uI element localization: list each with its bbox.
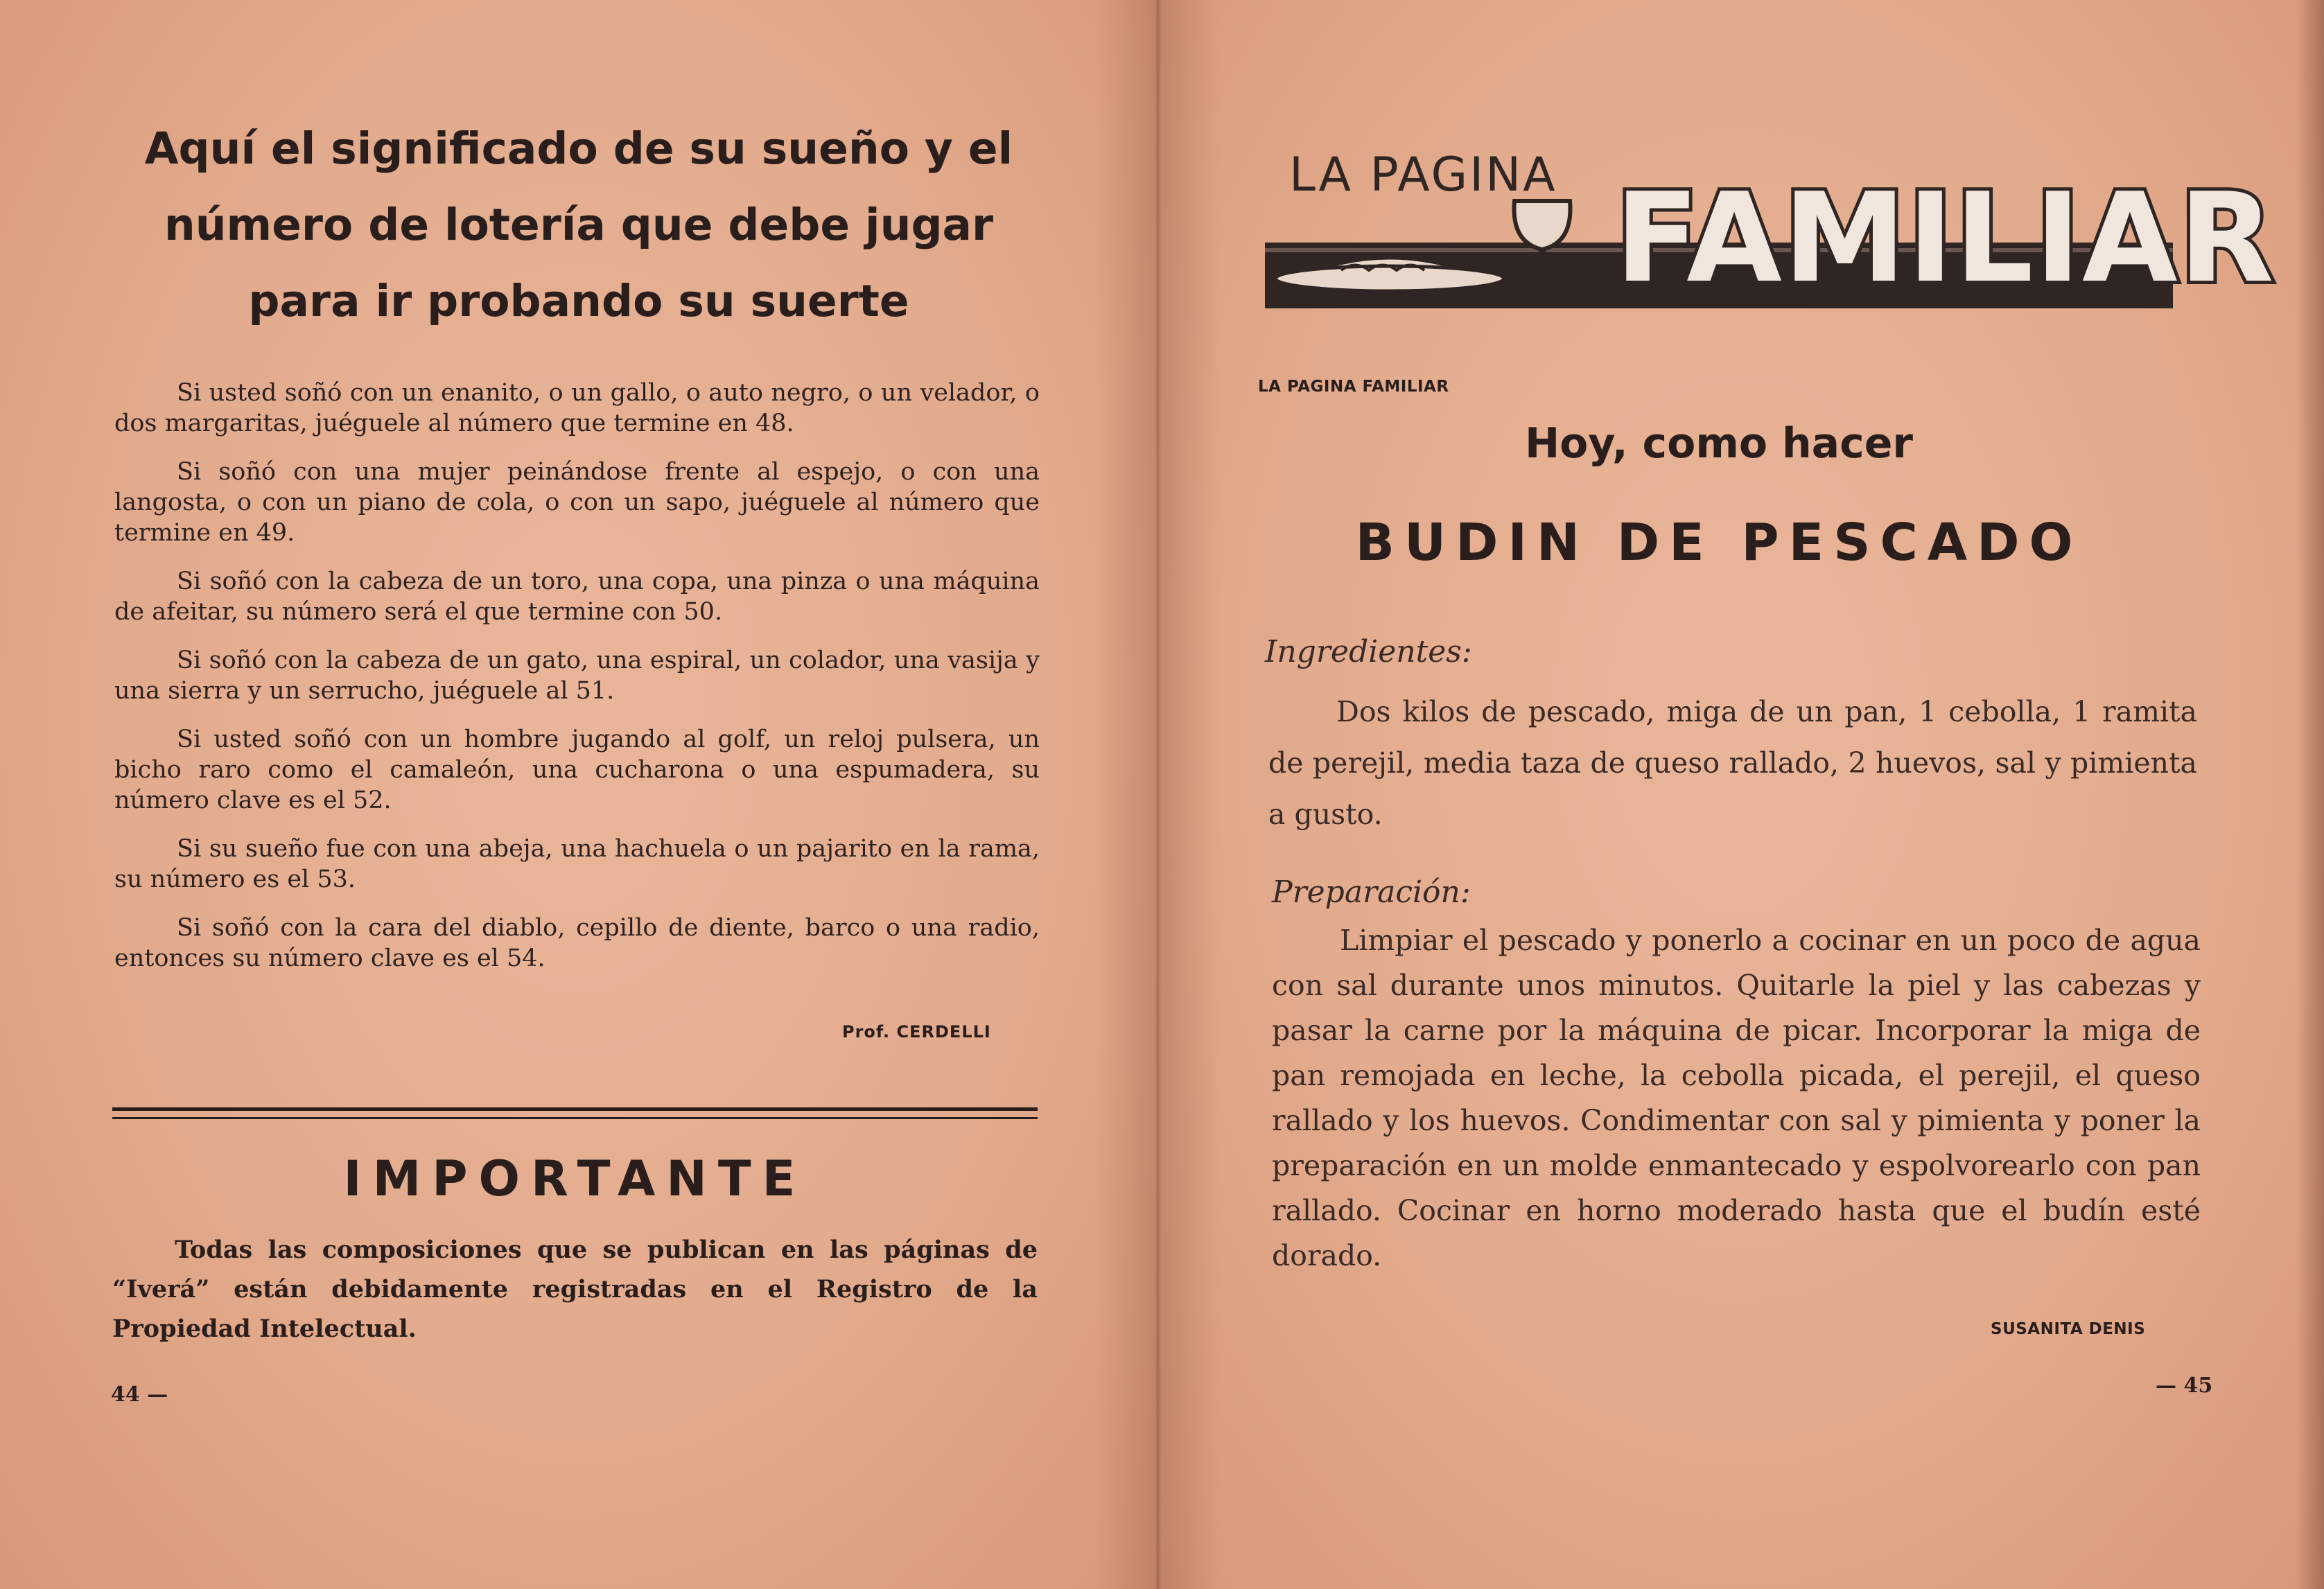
- dream-paragraph: Si usted soñó con un enanito, o un gallo, o auto negro, o un velador, o dos margaritas, juéguele al número que termine en 48.: [114, 379, 1040, 437]
- book-gutter: [1095, 0, 1220, 1589]
- important-notice: Todas las composiciones que se publican en las páginas de “Iverá” están debidamente registradas en el Registro de la Propiedad Intelectual.: [112, 1236, 1038, 1343]
- important-heading: IMPORTANTE: [343, 1150, 807, 1207]
- page-number-right: — 45: [2156, 1373, 2213, 1398]
- dream-paragraph: Si usted soñó con un hombre jugando al golf, un reloj pulsera, un bicho raro como el camaleón, una cucharona o una espumadera, su número clave es el 52.: [114, 726, 1040, 814]
- author-signature-left: Prof. CERDELLI: [842, 1022, 991, 1042]
- divider-rule-thick: [112, 1107, 1038, 1111]
- dream-paragraph: Si soñó con la cabeza de un gato, una espiral, un colador, una vasija y una sierra y un serrucho, juéguele al 51.: [114, 647, 1040, 705]
- dream-paragraph: Si soñó con la cabeza de un toro, una copa, una pinza o una máquina de afeitar, su número será el que termine con 50.: [114, 568, 1040, 626]
- page-number-left: 44 —: [111, 1382, 168, 1407]
- dream-paragraph: Si soñó con una mujer peinándose frente al espejo, o con una langosta, o con un piano de cola, o con un sapo, juéguele al número que termine en 49.: [114, 458, 1040, 547]
- banner-big-text: FAMILIAR: [1615, 166, 2275, 310]
- dream-paragraph: Si su sueño fue con una abeja, una hachuela o un pajarito en la rama, su número es el 53.: [114, 835, 1040, 893]
- recipe-subtitle: Hoy, como hacer: [1524, 419, 1914, 468]
- author-signature-right: SUSANITA DENIS: [1991, 1320, 2146, 1338]
- divider-rule-thin: [112, 1117, 1038, 1119]
- dream-paragraph: Si soñó con la cara del diablo, cepillo de diente, barco o una radio, entonces su número clave es el 54.: [114, 914, 1040, 972]
- recipe-title: BUDIN DE PESCADO: [1355, 513, 2083, 572]
- ingredients-text: Dos kilos de pescado, miga de un pan, 1 cebolla, 1 ramita de perejil, media taza de queso rallado, 2 huevos, sal y pimienta a gusto.: [1268, 695, 2197, 831]
- pagina-familiar-banner: [1265, 125, 2275, 319]
- preparation-text: Limpiar el pescado y ponerlo a cocinar en un poco de agua con sal durante unos minutos. Quitarle la piel y las cabezas y pasar la carne por la máquina de picar. Incorporar la miga de pan remojada en leche, la cebolla picada, el perejil, el queso rallado y los huevos. Condimentar con sal y pimienta y poner la preparación en un molde enmantecado y espolvorearlo con pan rallado. Cocinar en horno moderado hasta que el budín esté dorado.: [1272, 924, 2201, 1272]
- preparation-heading: Preparación:: [1272, 875, 1471, 910]
- ingredients-heading: Ingredientes:: [1265, 634, 1472, 669]
- banner-small-text: LA PAGINA: [1289, 148, 1557, 202]
- lottery-dream-title: Aquí el significado de su sueño y el número de lotería que debe jugar para ir probando su suerte: [144, 123, 1013, 326]
- section-label: LA PAGINA FAMILIAR: [1258, 378, 1449, 396]
- page-edge-shadow: [2296, 0, 2324, 1589]
- dream-list: [114, 378, 1040, 992]
